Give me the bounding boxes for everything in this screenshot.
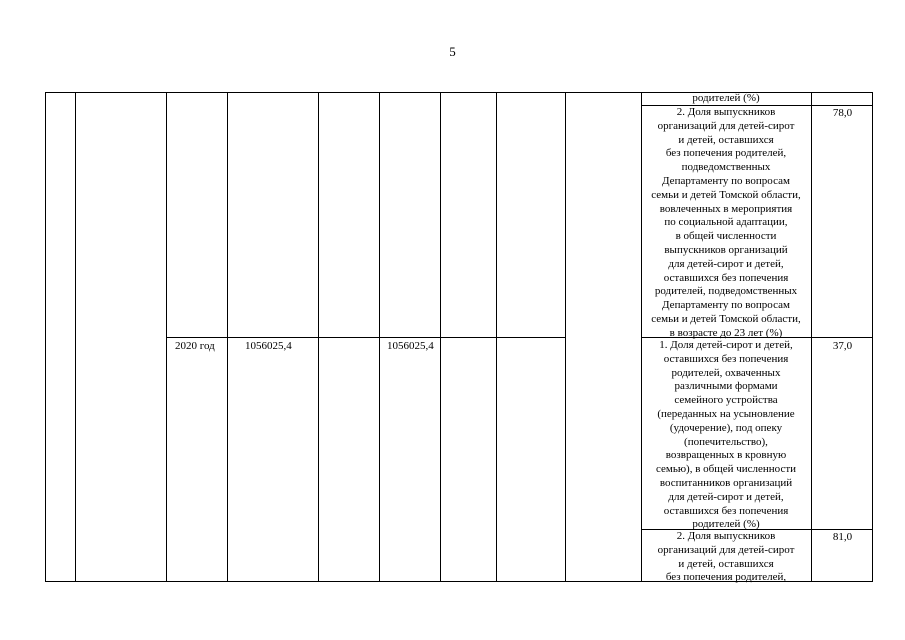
regional-amount-cell: 1056025,4 — [387, 340, 434, 352]
column-border — [565, 92, 566, 582]
value-cell: 37,0 — [832, 340, 853, 352]
value-cell: 81,0 — [832, 531, 853, 543]
year-cell: 2020 год — [175, 340, 215, 352]
indicator-cell: 1. Доля детей-сирот и детей, оставшихся без попечения родителей, охваченных различными формами семейного устройства (переданных на усыновление (удочерение), под опеку (попечительство), возвращенных в кровную семью), в общей численности воспитанников организаций для детей-сирот и детей, оставшихся без попечения родителей (%) — [655, 339, 797, 531]
budget-table — [45, 92, 873, 582]
total-amount-cell: 1056025,4 — [245, 340, 292, 352]
indicator-cell: 2. Доля выпускников организаций для детей-сирот и детей, оставшихся без попечения родителей, подведомственных Департаменту по вопросам семьи и детей Томской области, вовлеченных в мероприятия по социальной адаптации, в общей численности выпускников организаций для детей-сирот и детей, оставшихся без попечения родителей, подведомственных Департаменту по вопросам семьи и детей Томской области, в возрасте до 23 лет (%) — [651, 106, 801, 339]
indicator-cell: 2. Доля выпускников организаций для детей-сирот и детей, оставшихся без попечения родителей, — [657, 530, 795, 584]
value-cell: 78,0 — [832, 107, 853, 119]
column-border — [45, 92, 46, 582]
page-number: 5 — [449, 44, 456, 59]
indicator-cell: родителей (%) — [692, 92, 760, 104]
row-border — [166, 337, 565, 338]
column-border — [75, 92, 76, 582]
